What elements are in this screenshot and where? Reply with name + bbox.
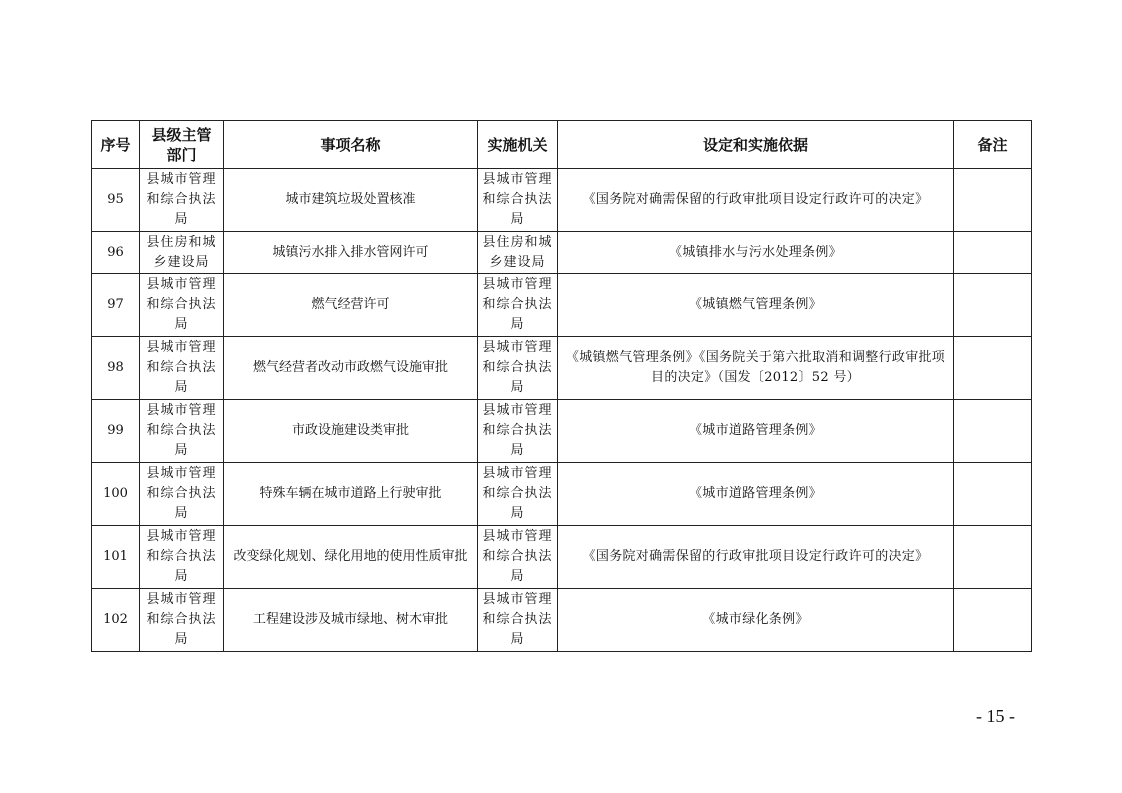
cell-agency <box>478 274 558 337</box>
table-row <box>92 526 1032 589</box>
cell-item: 燃气经营者改动市政燃气设施审批 <box>224 337 478 400</box>
cell-item: 市政设施建设类审批 <box>224 400 478 463</box>
cell-dept-text: 县城市管理和综合执法局 <box>146 277 217 332</box>
cell-agency <box>478 232 558 274</box>
table-row <box>92 463 1032 526</box>
table-header-row <box>92 121 1032 169</box>
cell-agency <box>478 526 558 589</box>
cell-no: 98 <box>92 337 140 400</box>
cell-remark <box>954 463 1032 526</box>
header-dept-line1: 县级主管 <box>151 125 212 144</box>
cell-dept <box>140 274 224 337</box>
cell-dept <box>140 337 224 400</box>
cell-agency-text: 县城市管理和综合执法局 <box>482 466 553 521</box>
header-basis: 设定和实施依据 <box>558 121 954 169</box>
cell-remark <box>954 274 1032 337</box>
cell-agency-text: 县城市管理和综合执法局 <box>482 340 553 395</box>
table-row <box>92 232 1032 274</box>
table-row <box>92 337 1032 400</box>
cell-dept-text: 县城市管理和综合执法局 <box>146 466 217 521</box>
header-item: 事项名称 <box>224 121 478 169</box>
cell-remark <box>954 232 1032 274</box>
header-remark: 备注 <box>954 121 1032 169</box>
table-row <box>92 169 1032 232</box>
cell-remark <box>954 526 1032 589</box>
header-dept-line2: 部门 <box>166 145 197 164</box>
cell-basis: 《城镇排水与污水处理条例》 <box>558 232 954 274</box>
cell-basis: 《城镇燃气管理条例》 <box>558 274 954 337</box>
cell-basis: 《城市道路管理条例》 <box>558 400 954 463</box>
table-row <box>92 589 1032 652</box>
table-row <box>92 274 1032 337</box>
cell-agency-text: 县城市管理和综合执法局 <box>482 529 553 584</box>
cell-agency-text: 县城市管理和综合执法局 <box>482 403 553 458</box>
approval-items-table <box>91 120 1032 652</box>
cell-remark <box>954 337 1032 400</box>
cell-dept <box>140 400 224 463</box>
cell-basis: 《城市道路管理条例》 <box>558 463 954 526</box>
cell-agency-text: 县城市管理和综合执法局 <box>482 592 553 647</box>
cell-basis: 《国务院对确需保留的行政审批项目设定行政许可的决定》 <box>558 526 954 589</box>
cell-remark <box>954 400 1032 463</box>
cell-remark <box>954 169 1032 232</box>
cell-no: 97 <box>92 274 140 337</box>
cell-dept-text: 县城市管理和综合执法局 <box>146 592 217 647</box>
cell-agency <box>478 337 558 400</box>
page-number: - 15 - <box>976 706 1015 726</box>
cell-agency-text: 县城市管理和综合执法局 <box>482 172 553 227</box>
cell-dept-text: 县住房和城乡建设局 <box>146 234 217 270</box>
cell-agency-text: 县城市管理和综合执法局 <box>482 277 553 332</box>
cell-item: 特殊车辆在城市道路上行驶审批 <box>224 463 478 526</box>
cell-item: 燃气经营许可 <box>224 274 478 337</box>
cell-remark <box>954 589 1032 652</box>
cell-no: 101 <box>92 526 140 589</box>
cell-agency <box>478 589 558 652</box>
cell-dept-text: 县城市管理和综合执法局 <box>146 529 217 584</box>
cell-dept <box>140 589 224 652</box>
cell-item: 工程建设涉及城市绿地、树木审批 <box>224 589 478 652</box>
header-no: 序号 <box>92 121 140 169</box>
cell-agency-text: 县住房和城乡建设局 <box>482 234 553 270</box>
cell-agency <box>478 463 558 526</box>
cell-agency <box>478 169 558 232</box>
cell-dept-text: 县城市管理和综合执法局 <box>146 403 217 458</box>
cell-basis: 《国务院对确需保留的行政审批项目设定行政许可的决定》 <box>558 169 954 232</box>
cell-dept <box>140 463 224 526</box>
cell-dept <box>140 526 224 589</box>
cell-no: 96 <box>92 232 140 274</box>
cell-agency <box>478 400 558 463</box>
cell-dept-text: 县城市管理和综合执法局 <box>146 340 217 395</box>
cell-item: 改变绿化规划、绿化用地的使用性质审批 <box>224 526 478 589</box>
cell-dept <box>140 232 224 274</box>
cell-no: 102 <box>92 589 140 652</box>
cell-item: 城市建筑垃圾处置核准 <box>224 169 478 232</box>
cell-no: 95 <box>92 169 140 232</box>
cell-dept-text: 县城市管理和综合执法局 <box>146 172 217 227</box>
header-agency: 实施机关 <box>478 121 558 169</box>
cell-no: 100 <box>92 463 140 526</box>
table-row <box>92 400 1032 463</box>
cell-item: 城镇污水排入排水管网许可 <box>224 232 478 274</box>
cell-dept <box>140 169 224 232</box>
cell-no: 99 <box>92 400 140 463</box>
header-dept <box>140 121 224 169</box>
cell-basis: 《城镇燃气管理条例》《国务院关于第六批取消和调整行政审批项目的决定》（国发〔2012〕52 号） <box>558 337 954 400</box>
cell-basis: 《城市绿化条例》 <box>558 589 954 652</box>
